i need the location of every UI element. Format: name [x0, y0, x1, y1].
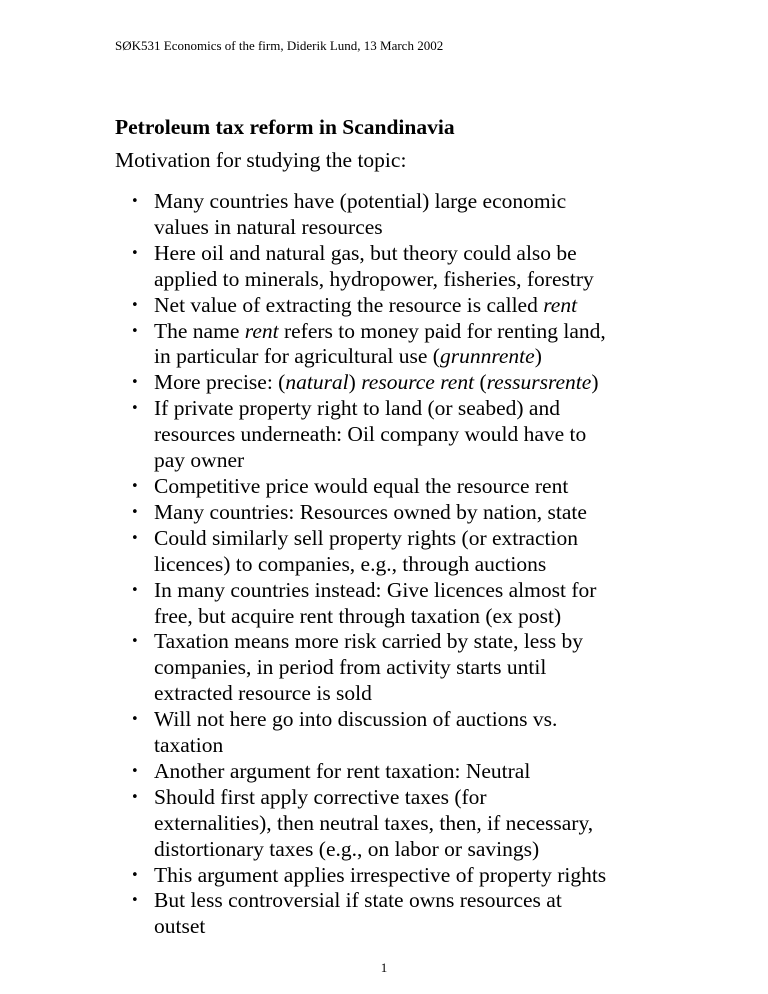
bullet-item: [131, 500, 691, 526]
bullet-line: [154, 681, 691, 707]
bullet-line: [154, 344, 691, 370]
italic-term: resource rent: [361, 370, 475, 395]
italic-term: natural: [285, 370, 349, 395]
text-run: in particular for agricultural use (: [154, 344, 440, 369]
text-run: Competitive price would equal the resource rent: [154, 473, 569, 498]
bullet-line: [154, 759, 691, 785]
text-run: externalities), then neutral taxes, then, if necessary,: [154, 810, 594, 835]
text-run: Another argument for rent taxation: Neutral: [154, 758, 531, 783]
bullet-line: [154, 396, 691, 422]
bullet-line: [154, 215, 691, 241]
text-run: Many countries have (potential) large economic: [154, 189, 567, 213]
bullet-line: [154, 526, 691, 552]
text-run: ): [534, 344, 542, 369]
bullet-line: [154, 707, 691, 733]
text-run: licences) to companies, e.g., through auctions: [154, 551, 547, 576]
text-run: Will not here go into discussion of auctions vs.: [154, 707, 558, 732]
text-run: outset: [154, 914, 206, 939]
text-run: If private property right to land (or seabed) and: [154, 396, 560, 421]
text-run: values in natural resources: [154, 214, 383, 239]
bullet-list: [131, 189, 691, 940]
bullet-item: [131, 526, 691, 578]
text-run: Net value of extracting the resource is called: [154, 292, 544, 317]
bullet-line: [154, 811, 691, 837]
running-header: SØK531 Economics of the firm, Diderik Lund, 13 March 2002: [115, 38, 444, 53]
bullet-line: [154, 914, 691, 940]
bullet-line: [154, 448, 691, 474]
text-run: resources underneath: Oil company would have to: [154, 422, 587, 447]
bullet-line: [154, 655, 691, 681]
text-run: ): [348, 370, 362, 395]
bullet-item: [131, 578, 691, 630]
text-run: Should first apply corrective taxes (for: [154, 784, 487, 809]
bullet-item: [131, 863, 691, 889]
text-run: More precise: (: [154, 370, 286, 395]
text-run: In many countries instead: Give licences almost for: [154, 577, 597, 602]
bullet-item: [131, 707, 691, 759]
italic-term: ressursrente: [486, 370, 592, 395]
page-number: 1: [380, 960, 388, 975]
bullet-item: [131, 888, 691, 940]
text-run: Could similarly sell property rights (or extraction: [154, 525, 578, 550]
text-run: The name: [154, 318, 245, 343]
text-run: distortionary taxes (e.g., on labor or savings): [154, 836, 540, 861]
bullet-line: [154, 267, 691, 293]
bullet-line: [154, 552, 691, 578]
bullet-item: [131, 629, 691, 707]
bullet-line: [154, 863, 691, 889]
text-run: extracted resource is sold: [154, 681, 372, 706]
bullet-line: [154, 241, 691, 267]
bullet-item: [131, 370, 691, 396]
text-run: Many countries: Resources owned by nation, state: [154, 499, 587, 524]
bullet-line: [154, 733, 691, 759]
italic-term: grunnrente: [439, 344, 535, 369]
text-run: Here oil and natural gas, but theory could also be: [154, 240, 577, 265]
text-run: free, but acquire rent through taxation (ex post): [154, 603, 562, 628]
document-title: Petroleum tax reform in Scandinavia: [115, 115, 455, 139]
italic-term: rent: [543, 292, 578, 317]
text-run: companies, in period from activity starts until: [154, 655, 547, 680]
text-run: pay owner: [154, 448, 245, 473]
bullet-item: [131, 293, 691, 319]
bullet-line: [154, 370, 691, 396]
italic-term: rent: [244, 318, 279, 343]
text-run: But less controversial if state owns resources at: [154, 888, 562, 913]
text-run: taxation: [154, 733, 224, 758]
bullet-line: [154, 578, 691, 604]
bullet-line: [154, 629, 691, 655]
bullet-item: [131, 785, 691, 863]
intro-line: Motivation for studying the topic:: [115, 148, 407, 172]
bullet-line: [154, 837, 691, 863]
text-run: (: [474, 370, 487, 395]
bullet-line: [154, 500, 691, 526]
text-run: Taxation means more risk carried by state, less by: [154, 629, 583, 654]
bullet-line: [154, 604, 691, 630]
bullet-line: [154, 422, 691, 448]
bullet-item: [131, 241, 691, 293]
text-run: applied to minerals, hydropower, fisheries, forestry: [154, 266, 594, 291]
bullet-line: [154, 888, 691, 914]
text-run: This argument applies irrespective of property rights: [154, 862, 607, 887]
bullet-line: [154, 189, 691, 215]
bullet-item: [131, 474, 691, 500]
bullet-item: [131, 396, 691, 474]
bullet-item: [131, 759, 691, 785]
bullet-line: [154, 474, 691, 500]
bullet-item: [131, 189, 691, 241]
bullet-line: [154, 293, 691, 319]
bullet-line: [154, 785, 691, 811]
bullet-line: [154, 319, 691, 345]
text-run: refers to money paid for renting land,: [278, 318, 606, 343]
text-run: ): [591, 370, 599, 395]
bullet-item: [131, 319, 691, 371]
